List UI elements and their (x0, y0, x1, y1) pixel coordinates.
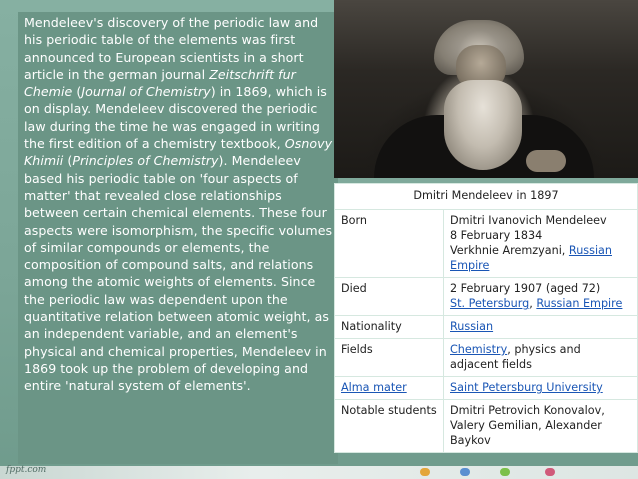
students-label: Notable students (335, 400, 444, 453)
body-paragraph (24, 14, 340, 395)
born-label: Born (335, 210, 444, 278)
infobox-table (334, 183, 638, 453)
died-date: 2 February 1907 (aged 72) (450, 282, 601, 295)
fields-label: Fields (335, 339, 444, 377)
born-value (444, 210, 638, 278)
journal-title-german: Zeitschrift fur Chemie (24, 66, 296, 100)
infobox-row-died (335, 278, 638, 316)
born-date: 8 February 1834 (450, 229, 543, 242)
born-name: Dmitri Ivanovich Mendeleev (450, 214, 607, 227)
alma-mater-label-link[interactable]: Alma mater (341, 381, 407, 394)
portrait-beard (444, 80, 522, 170)
fields-rest-text: , physics and adjacent fields (450, 343, 581, 371)
infobox-caption-row (335, 184, 638, 210)
died-value (444, 278, 638, 316)
book-title-russian: Osnovy Khimii (24, 136, 333, 169)
paragraph-text: Mendeleev's discovery of the periodic law and his periodic table of the elements was first announced to European scientists in a short article in the german journal (24, 15, 319, 82)
infobox-row-born (335, 210, 638, 278)
chemistry-link[interactable]: Chemistry (450, 343, 508, 356)
born-place (450, 243, 631, 273)
born-country-link[interactable]: Russian Empire (450, 244, 612, 272)
infobox-row-fields (335, 339, 638, 377)
footer-decoration-icon (420, 468, 430, 476)
nationality-label: Nationality (335, 316, 444, 339)
died-country-link[interactable]: Russian Empire (536, 297, 623, 310)
footer-decoration-icon (460, 468, 470, 476)
paragraph-text: ( (63, 153, 73, 169)
nationality-link[interactable]: Russian (450, 320, 494, 333)
footer-strip (0, 466, 638, 479)
students-value: Dmitri Petrovich Konovalov, Valery Gemilian, Alexander Baykov (444, 400, 638, 453)
paragraph-text: ) in 1869, which is on display. Mendeleev discovered the periodic law during the time he was engaged in writing the first edition of a chemistry textbook, (24, 84, 327, 152)
journal-title-english: Journal of Chemistry (81, 84, 211, 100)
infobox-row-alma-mater (335, 377, 638, 400)
infobox-row-nationality (335, 316, 638, 339)
mendeleev-portrait-photo (334, 0, 638, 178)
paragraph-text: ). Mendeleev based his periodic table on 'four aspects of matter' that revealed close relationships between certain chemical elements. These four aspects were isomorphism, the specific volumes of similar compounds or elements, the composition of compound salts, and relations among the atomic weights of elements. Since the periodic law was dependent upon the quantitative relation between atomic weight, as an independent variable, and an element's physical and chemical properties, Mendeleev in 1869 took up the problem of developing and entire 'natural system of elements'. (24, 153, 333, 394)
alma-mater-label (335, 377, 444, 400)
photo-caption: Dmitri Mendeleev in 1897 (335, 184, 638, 210)
paragraph-text: ( (72, 84, 82, 100)
died-separator: , (529, 297, 537, 310)
alma-mater-link[interactable]: Saint Petersburg University (450, 381, 603, 394)
alma-mater-value (444, 377, 638, 400)
born-place-text: Verkhnie Aremzyani, (450, 244, 569, 257)
died-city-link[interactable]: St. Petersburg (450, 297, 530, 310)
infobox-row-students (335, 400, 638, 453)
died-place (450, 296, 631, 311)
footer-decoration-icon (545, 468, 555, 476)
fields-value (444, 339, 638, 377)
book-title-english: Principles of Chemistry (72, 153, 219, 169)
footer-decoration-icon (500, 468, 510, 476)
portrait-hand (526, 150, 566, 172)
fppt-logo: fppt.com (6, 465, 47, 475)
died-label: Died (335, 278, 444, 316)
nationality-value (444, 316, 638, 339)
